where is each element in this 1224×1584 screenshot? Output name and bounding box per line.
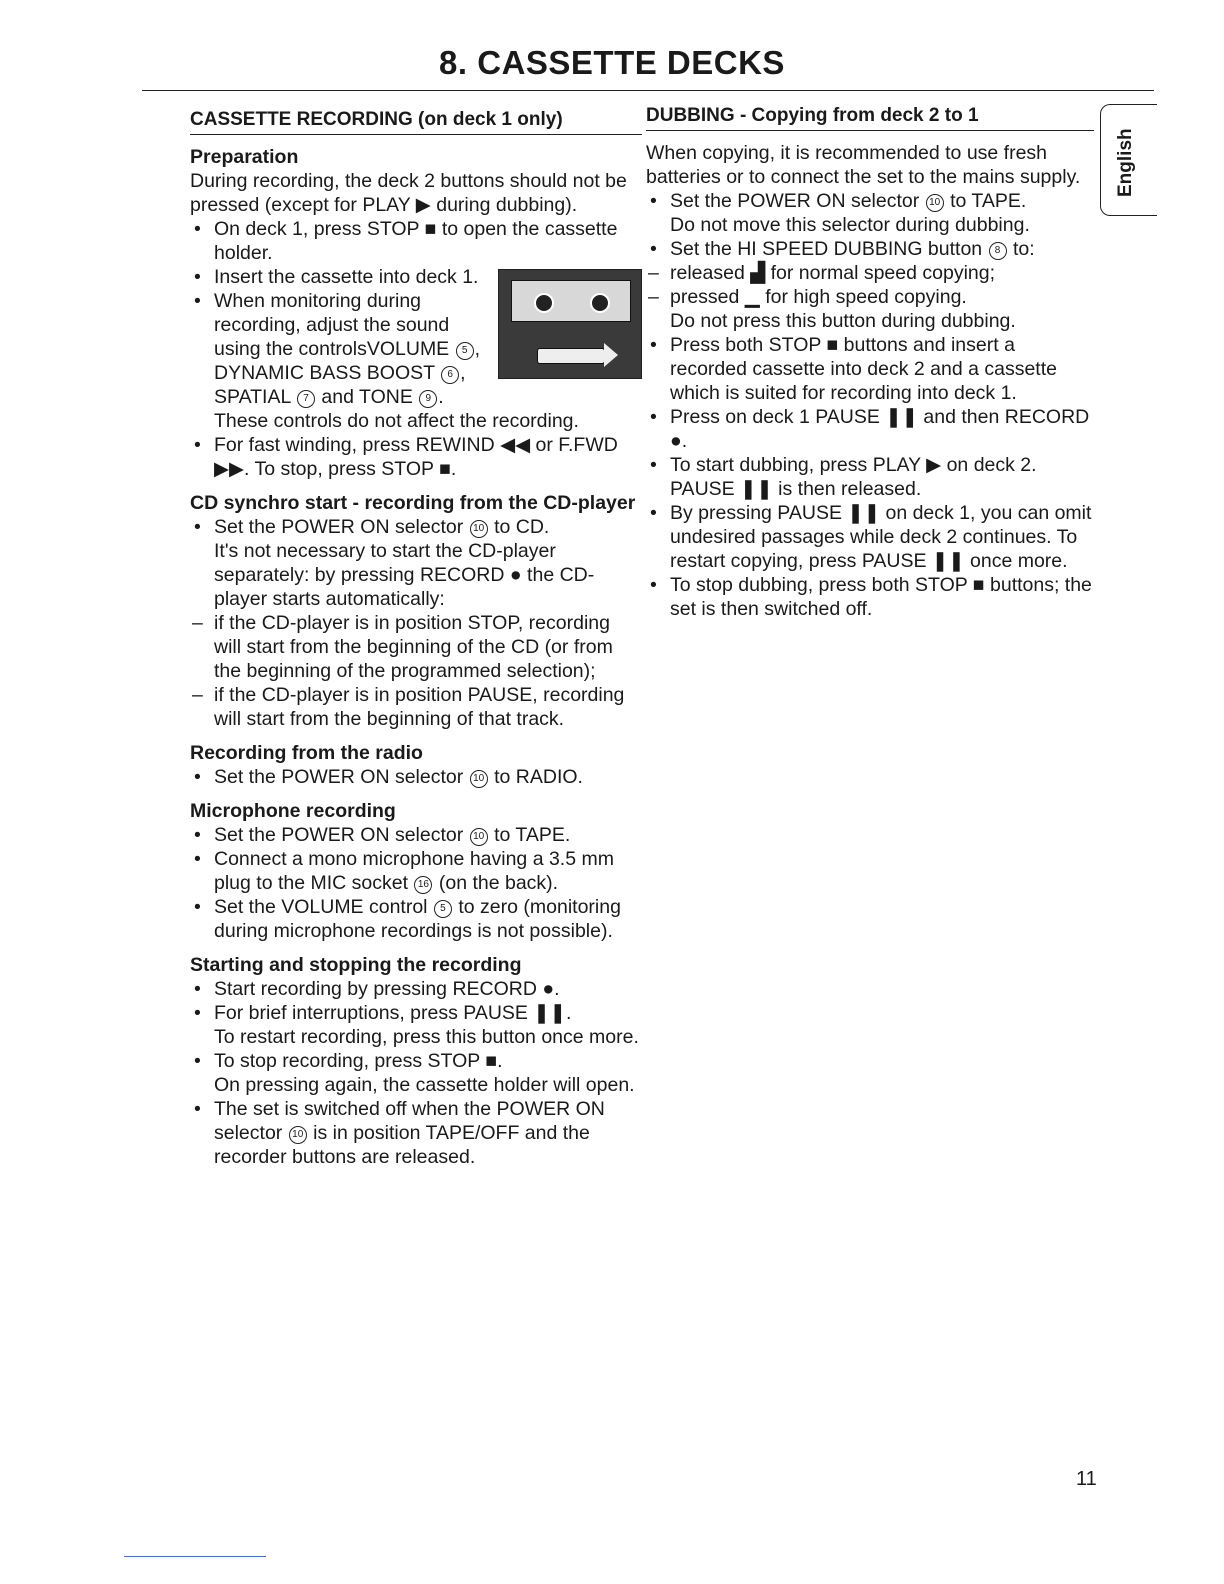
- page-number: 11: [1076, 1468, 1097, 1490]
- control-number-badge: 10: [470, 770, 488, 788]
- list-item: • The set is switched off when the POWER ON selector 10 is in position TAPE/OFF and the recorder buttons are released.: [190, 1097, 642, 1169]
- list-item: • For fast winding, press REWIND ◀◀ or F.FWD ▶▶. To stop, press STOP ■.: [190, 433, 642, 481]
- list-item: • Start recording by pressing RECORD ●.: [190, 977, 642, 1001]
- preparation-intro: During recording, the deck 2 buttons should not be pressed (except for PLAY ▶ during dubbing).: [190, 170, 627, 216]
- list-item: – if the CD-player is in position PAUSE, recording will start from the beginning of that track.: [190, 683, 642, 731]
- control-number-badge: 10: [470, 520, 488, 538]
- cd-synchro-list: [190, 515, 642, 731]
- control-number-badge: 8: [989, 242, 1007, 260]
- list-item: • Connect a mono microphone having a 3.5 mm plug to the MIC socket 16 (on the back).: [190, 847, 642, 895]
- list-item: • When monitoring during recording, adjust the sound using the controlsVOLUME 5 , DYNAMIC BASS BOOST 6 , SPATIAL 7 and TONE 9 . These controls do not affect the recording.: [190, 289, 642, 433]
- list-note: PAUSE ❚❚ is then released.: [670, 478, 922, 500]
- dubbing-list: [646, 189, 1094, 621]
- control-number-badge: 10: [470, 828, 488, 846]
- language-tab: [1100, 104, 1157, 216]
- dubbing-heading: DUBBING - Copying from deck 2 to 1: [646, 104, 1094, 131]
- list-item: • Press both STOP ■ buttons and insert a recorded cassette into deck 2 and a cassette which is suited for recording into deck 1.: [646, 333, 1094, 405]
- dubbing-intro: When copying, it is recommended to use fresh batteries or to connect the set to the mains supply.: [646, 142, 1081, 188]
- list-note: To restart recording, press this button once more.: [214, 1026, 639, 1048]
- list-item: • To start dubbing, press PLAY ▶ on deck 2. PAUSE ❚❚ is then released.: [646, 453, 1094, 501]
- list-item: • By pressing PAUSE ❚❚ on deck 1, you can omit undesired passages while deck 2 continues. To restart copying, press PAUSE ❚❚ once more.: [646, 501, 1094, 573]
- radio-list: [190, 765, 642, 789]
- right-column: [646, 104, 1094, 621]
- list-item: – released ▟ for normal speed copying;: [646, 261, 1094, 285]
- page-title: 8. CASSETTE DECKS: [439, 44, 785, 81]
- microphone-heading: Microphone recording: [190, 800, 396, 822]
- list-note: Do not move this selector during dubbing.: [670, 214, 1030, 236]
- list-item: – if the CD-player is in position STOP, recording will start from the beginning of the CD (or from the beginning of the programmed selection);: [190, 611, 642, 683]
- control-number-badge: 6: [441, 366, 459, 384]
- cassette-recording-heading: CASSETTE RECORDING (on deck 1 only): [190, 108, 642, 135]
- list-item: • Press on deck 1 PAUSE ❚❚ and then RECORD ●.: [646, 405, 1094, 453]
- control-number-badge: 5: [456, 342, 474, 360]
- list-note: Do not press this button during dubbing.: [670, 310, 1016, 332]
- left-column: [190, 108, 642, 1169]
- list-note: It's not necessary to start the CD-player separately: by pressing RECORD ● the CD-player starts automatically:: [214, 540, 595, 610]
- list-item: • On deck 1, press STOP ■ to open the cassette holder.: [190, 217, 642, 265]
- control-number-badge: 16: [414, 876, 432, 894]
- list-note: These controls do not affect the recording.: [214, 410, 579, 432]
- list-item: • Set the HI SPEED DUBBING button 8 to:: [646, 237, 1094, 261]
- start-stop-list: [190, 977, 642, 1169]
- preparation-list: [190, 217, 642, 481]
- list-item: • For brief interruptions, press PAUSE ❚❚. To restart recording, press this button once more.: [190, 1001, 642, 1049]
- control-number-badge: 7: [297, 390, 315, 408]
- radio-heading: Recording from the radio: [190, 742, 423, 764]
- list-item: • Set the VOLUME control 5 to zero (monitoring during microphone recordings is not possible).: [190, 895, 642, 943]
- footer-rule: [124, 1556, 266, 1557]
- start-stop-heading: Starting and stopping the recording: [190, 954, 522, 976]
- control-number-badge: 5: [434, 900, 452, 918]
- language-tab-label: English: [1115, 128, 1136, 197]
- list-item: • To stop recording, press STOP ■. On pressing again, the cassette holder will open.: [190, 1049, 642, 1097]
- microphone-list: [190, 823, 642, 943]
- list-item: • Set the POWER ON selector 10 to TAPE. Do not move this selector during dubbing.: [646, 189, 1094, 237]
- control-number-badge: 10: [926, 194, 944, 212]
- list-item: • Insert the cassette into deck 1.: [190, 265, 642, 289]
- list-item: • Set the POWER ON selector 10 to CD. It's not necessary to start the CD-player separately: by pressing RECORD ● the CD-player starts automatically:: [190, 515, 642, 611]
- list-item: – pressed ▁ for high speed copying. Do not press this button during dubbing.: [646, 285, 1094, 333]
- preparation-heading: Preparation: [190, 146, 299, 168]
- list-item: • To stop dubbing, press both STOP ■ buttons; the set is then switched off.: [646, 573, 1094, 621]
- cd-synchro-heading: CD synchro start - recording from the CD-player: [190, 492, 636, 514]
- control-number-badge: 10: [289, 1126, 307, 1144]
- title-divider: [142, 90, 1154, 91]
- list-item: • Set the POWER ON selector 10 to TAPE.: [190, 823, 642, 847]
- control-number-badge: 9: [419, 390, 437, 408]
- list-item: • Set the POWER ON selector 10 to RADIO.: [190, 765, 642, 789]
- list-note: On pressing again, the cassette holder will open.: [214, 1074, 635, 1096]
